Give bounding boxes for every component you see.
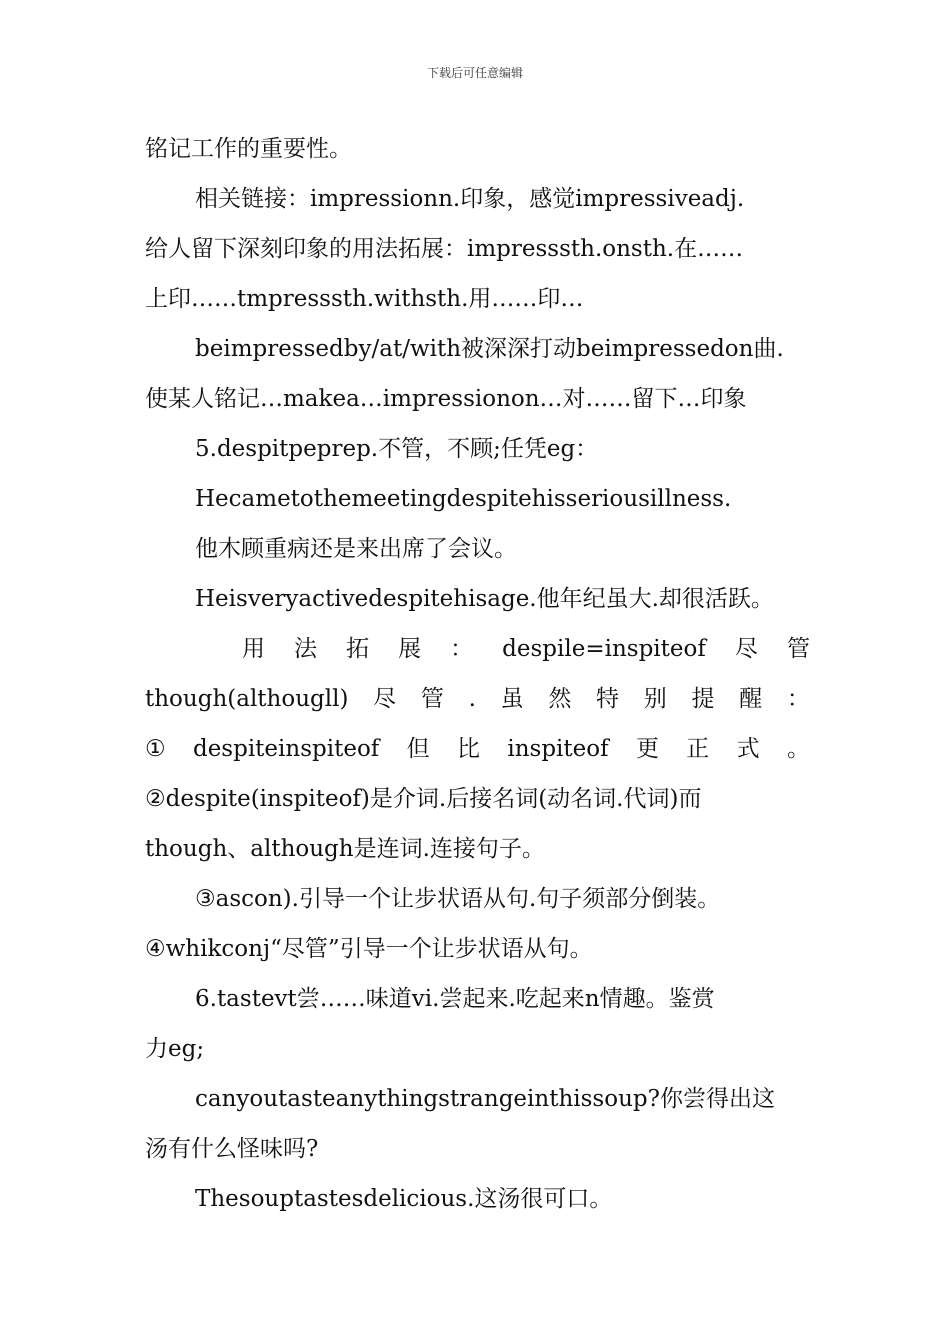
document-body (145, 124, 810, 1224)
text-word: 虽 (500, 686, 524, 712)
text-word: 提 (691, 686, 715, 712)
text-word: 但 (406, 736, 430, 762)
text-line: though、although是连词.连接句子。 (145, 836, 545, 862)
text-word: 。 (786, 736, 810, 762)
text-line-justified (145, 674, 810, 724)
text-line: 6.tastevt尝……味道vi.尝起来.吃起来n情趣。鉴赏 (195, 986, 715, 1012)
text-word: ① (145, 736, 166, 762)
text-word: . (468, 686, 476, 712)
text-line: Thesouptastesdelicious.这汤很可口。 (195, 1186, 613, 1212)
text-line: 5.despitpeprep.不管，不顾;任凭eg： (195, 436, 599, 462)
page-header: 下载后可任意编辑 (426, 66, 523, 80)
text-word: 正 (686, 736, 710, 762)
text-word: 比 (457, 736, 480, 762)
text-line: 使某人铭记…makea…impressionon…对……留下…印象 (145, 386, 747, 412)
text-line: 铭记工作的重要性。 (145, 136, 352, 162)
text-word: despiteinspiteof (192, 736, 380, 762)
text-word: 尽 (373, 686, 397, 712)
text-line: Hecametothemeetingdespitehisseriousillness. (195, 486, 732, 512)
text-line-justified (145, 624, 810, 674)
text-word: 用 (242, 636, 265, 662)
text-word: though(althougll) (145, 686, 349, 712)
text-word: 管 (786, 636, 810, 662)
text-line: ②despite(inspiteof)是介词.后接名词(动名词.代词)而 (145, 786, 702, 812)
text-line: 给人留下深刻印象的用法拓展：impresssth.onsth.在…… (145, 236, 744, 262)
text-word: ： (450, 636, 474, 662)
text-word: 展 (398, 636, 422, 662)
text-word: 法 (294, 636, 318, 662)
text-word: 尽 (734, 636, 758, 662)
text-word: 然 (548, 686, 572, 712)
text-line: 上印……tmpresssth.withsth.用……印… (145, 286, 584, 312)
text-line: 力eg; (145, 1036, 205, 1062)
text-line: 汤有什么怪味吗? (145, 1136, 319, 1162)
text-line-justified (145, 724, 810, 774)
text-word: despile=inspiteof (502, 636, 706, 662)
text-word: inspiteof (507, 736, 609, 762)
text-line: beimpressedby/at/with被深深打动beimpressedon曲. (195, 336, 784, 362)
text-line: ③ascon).引导一个让步状语从句.句子须部分倒装。 (195, 886, 721, 912)
text-word: 更 (635, 736, 659, 762)
text-line: 相关链接：impressionn.印象，感觉impressiveadj. (195, 186, 745, 212)
text-line: Heisveryactivedespitehisage.他年纪虽大.却很活跃。 (195, 586, 774, 612)
text-word: 式 (736, 736, 760, 762)
text-word: 醒 (739, 686, 763, 712)
text-word: 管 (420, 686, 444, 712)
text-word: 别 (643, 686, 667, 712)
text-word: ： (786, 686, 810, 712)
text-word: 拓 (346, 636, 370, 662)
text-line: canyoutasteanythingstrangeinthissoup?你尝得出这 (195, 1086, 775, 1112)
text-line: 他木顾重病还是来出席了会议。 (195, 536, 517, 562)
text-word: 特 (596, 686, 620, 712)
text-line: ④whikconj“尽管”引导一个让步状语从句。 (145, 936, 593, 962)
